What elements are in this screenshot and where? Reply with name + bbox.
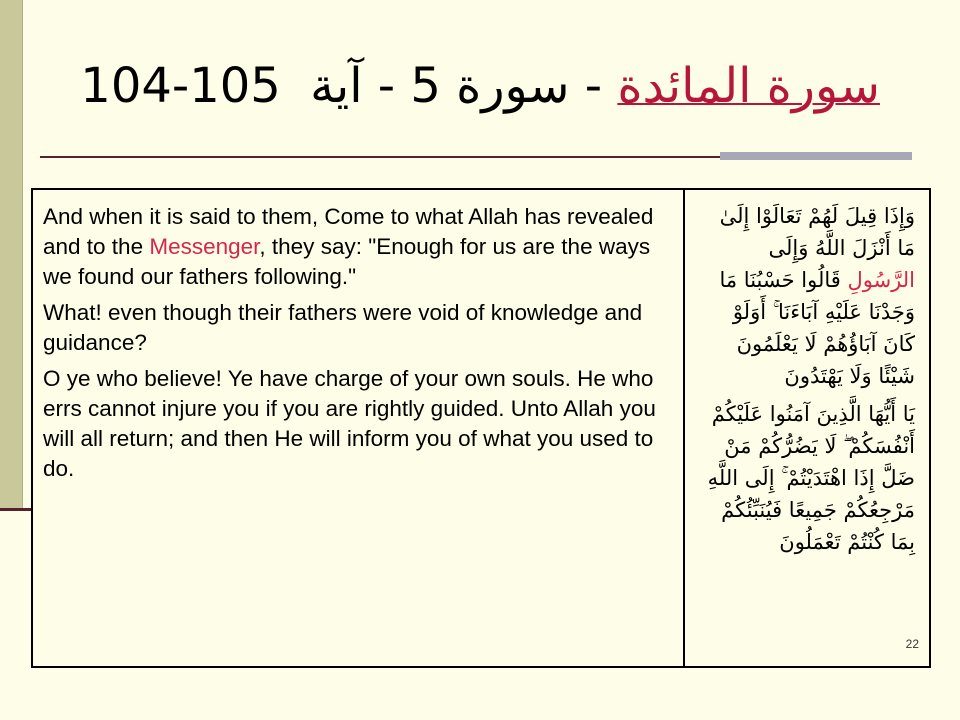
surah-link[interactable]: سورة المائدة [617,58,880,114]
english-highlight-messenger: Messenger [149,234,260,259]
arabic-highlight-rasul: الرَّسُولِ [847,268,915,292]
verse-table [31,188,931,668]
arabic-text-cell [684,189,930,667]
divider-accent-block [720,152,912,160]
arabic-p1-text-after: قَالُوا حَسْبُنَا مَا وَجَدْنَا عَلَيْهِ آبَاءَنَا ۚ أَوَلَوْ كَانَ آبَاؤُهُمْ لَا يَعْلَمُونَ شَيْئًا وَلَا يَهْتَدُونَ [719,268,915,388]
english-p1-text: And when it is said to them, Come to what Allah has revealed and to the [43,204,654,259]
slide-number: 22 [905,637,919,651]
arabic-paragraph-1 [699,200,915,392]
english-translation-cell [32,189,684,667]
title-surah-ayah: - سورة 5 - آية [294,58,618,114]
english-p1-text-after: , they say: "Enough for us are the ways we found our fathers following." [43,234,651,289]
english-paragraph-3: O ye who believe! Ye have charge of your own souls. He who errs cannot injure you if you are rightly guided. Unto Allah you will all return; and then He will inform you of what you used to do. [43,366,656,481]
english-paragraph-2: What! even though their fathers were void of knowledge and guidance? [43,300,643,355]
arabic-paragraph-2: يَا أَيُّهَا الَّذِينَ آمَنُوا عَلَيْكُمْ أَنْفُسَكُمْ ۖ لَا يَضُرُّكُمْ مَنْ ضَلَّ إِذَا اهْتَدَيْتُمْ ۚ إِلَى اللَّهِ مَرْجِعُكُمْ جَمِيعًا فَيُنَبِّئُكُمْ بِمَا كُنْتُمْ تَعْمَلُونَ [707,402,915,554]
title-verse-numbers: 104-105 [80,58,281,114]
english-paragraph-1 [43,202,673,292]
arabic-p1-text: وَإِذَا قِيلَ لَهُمْ تَعَالَوْا إِلَىٰ مَا أَنْزَلَ اللَّهُ وَإِلَى [719,204,915,260]
slide-title [40,58,880,114]
left-decoration-bar [0,0,23,510]
